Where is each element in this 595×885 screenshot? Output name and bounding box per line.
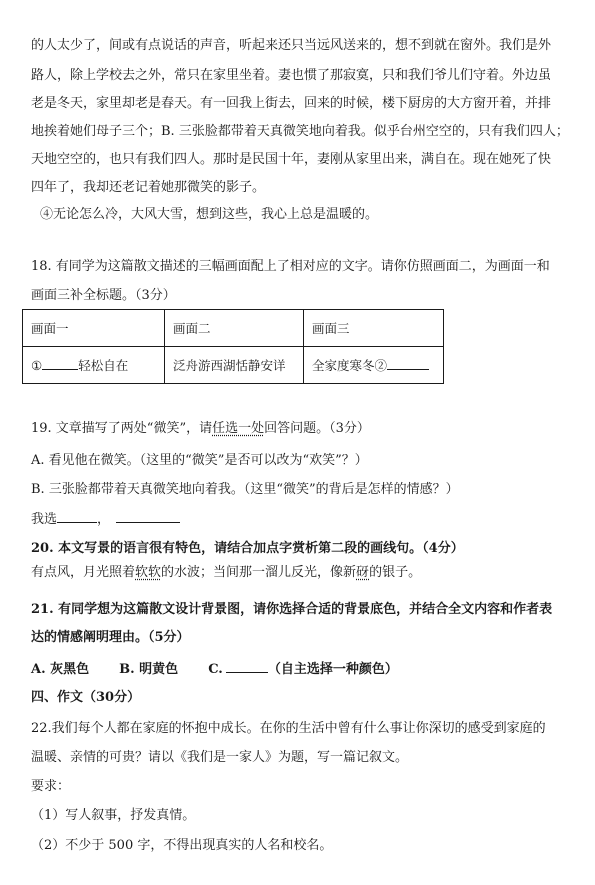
cell-text: 轻松自在 bbox=[78, 358, 129, 373]
passage-paragraph-4: ④无论怎么冷，大风大雪，想到这些，我心上总是温暖的。 bbox=[40, 207, 379, 222]
q19-option-b: B. 三张脸都带着天真微笑地向着我。（这里“微笑”的背后是怎样的情感？） bbox=[31, 482, 459, 497]
q19-answer-line bbox=[31, 511, 180, 528]
q19-stem bbox=[31, 421, 370, 437]
answer-blank[interactable] bbox=[116, 511, 180, 523]
passage-line: 天地空空的，也只有我们四人。那时是民国十年，妻刚从家里出来，满自在。现在她死了快 bbox=[31, 152, 552, 167]
passage-line: 路人，除上学校去之外，常只在家里坐着。妻也惯了那寂寞，只和我们爷儿们守着。外边虽 bbox=[31, 68, 552, 83]
answer-blank[interactable] bbox=[57, 511, 97, 523]
passage-line: 的人太少了，间或有点说话的声音，听起来还只当远风送来的，想不到就在窗外。我们是外 bbox=[31, 38, 552, 53]
passage-line: 老是冬天，家里却老是春天。有一回我上街去，回来的时候，楼下厨房的大方窗开着，并排 bbox=[31, 96, 552, 111]
q22-stem-line: 22.我们每个人都在家庭的怀抱中成长。在你的生活中曾有什么事让你深切的感受到家庭的 bbox=[31, 721, 546, 736]
q21-options bbox=[31, 661, 398, 678]
q22-stem-line: 温暖、亲情的可贵？请以《我们是一家人》为题，写一篇记叙文。 bbox=[31, 750, 409, 765]
option-c-note: （自主选择一种颜色） bbox=[267, 662, 398, 677]
option-a: A. 灰黑色 bbox=[31, 662, 90, 677]
sentence-text: 的水波；当间那一溜儿反光，像新 bbox=[161, 565, 357, 580]
comma: ， bbox=[97, 512, 111, 527]
cell-text: 全家度寒冬② bbox=[312, 358, 388, 373]
requirement-item: （2）不少于 500 字，不得出现真实的人名和校名。 bbox=[31, 838, 333, 853]
requirement-item: （1）写人叙事，抒发真情。 bbox=[31, 808, 196, 823]
choose-label: 我选 bbox=[31, 512, 58, 527]
q19-option-a: A. 看见他在微笑。（这里的“微笑”是否可以改为“欢笑”？） bbox=[31, 453, 368, 468]
q20-stem: 20. 本文写景的语言很有特色，请结合加点字赏析第二段的画线句。（4分） bbox=[31, 541, 464, 556]
stem-text: 19. 文章描写了两处“微笑”，请 bbox=[31, 421, 213, 436]
passage-line: 地挨着她们母子三个；B. 三张脸都带着天真微笑地向着我。似乎台州空空的，只有我们四人； bbox=[31, 124, 569, 139]
circled-number: ① bbox=[31, 358, 43, 373]
answer-blank[interactable] bbox=[387, 358, 429, 370]
sentence-text: 有点风，月光照着 bbox=[31, 565, 136, 580]
table-cell: 泛舟游西湖恬静安详 bbox=[165, 347, 304, 384]
section-title: 四、作文（30分） bbox=[31, 690, 141, 705]
dotted-emphasis: 任选一处 bbox=[212, 421, 265, 436]
stem-text: 回答问题。（3分） bbox=[264, 421, 370, 436]
dotted-emphasis: 砑 bbox=[356, 565, 370, 580]
requirements-label: 要求： bbox=[31, 779, 71, 794]
answer-blank[interactable] bbox=[226, 661, 268, 673]
q21-stem-line: 达的情感阐明理由。（5分） bbox=[31, 630, 190, 645]
passage-line: 四年了，我却还老记着她那微笑的影子。 bbox=[31, 180, 266, 195]
q20-sentence bbox=[31, 565, 421, 581]
table-header-cell: 画面二 bbox=[165, 310, 304, 347]
answer-blank[interactable] bbox=[42, 358, 78, 370]
table-cell bbox=[304, 347, 444, 384]
option-c: C. bbox=[208, 662, 223, 677]
table-header-cell: 画面一 bbox=[23, 310, 165, 347]
table-row bbox=[23, 347, 444, 384]
sentence-text: 的银子。 bbox=[369, 565, 422, 580]
option-b: B. 明黄色 bbox=[119, 662, 179, 677]
table-header-cell: 画面三 bbox=[304, 310, 444, 347]
table-cell bbox=[23, 347, 165, 384]
table-row bbox=[23, 310, 444, 347]
q18-stem-line: 画面三补全标题。（3分） bbox=[31, 288, 176, 303]
q18-table bbox=[22, 309, 444, 384]
q18-stem-line: 18. 有同学为这篇散文描述的三幅画面配上了相对应的文字。请你仿照画面二，为画面一和 bbox=[31, 259, 550, 274]
q21-stem-line: 21. 有同学想为这篇散文设计背景图，请你选择合适的背景底色，并结合全文内容和作者表 bbox=[31, 602, 553, 617]
dotted-emphasis: 软软 bbox=[135, 565, 162, 580]
